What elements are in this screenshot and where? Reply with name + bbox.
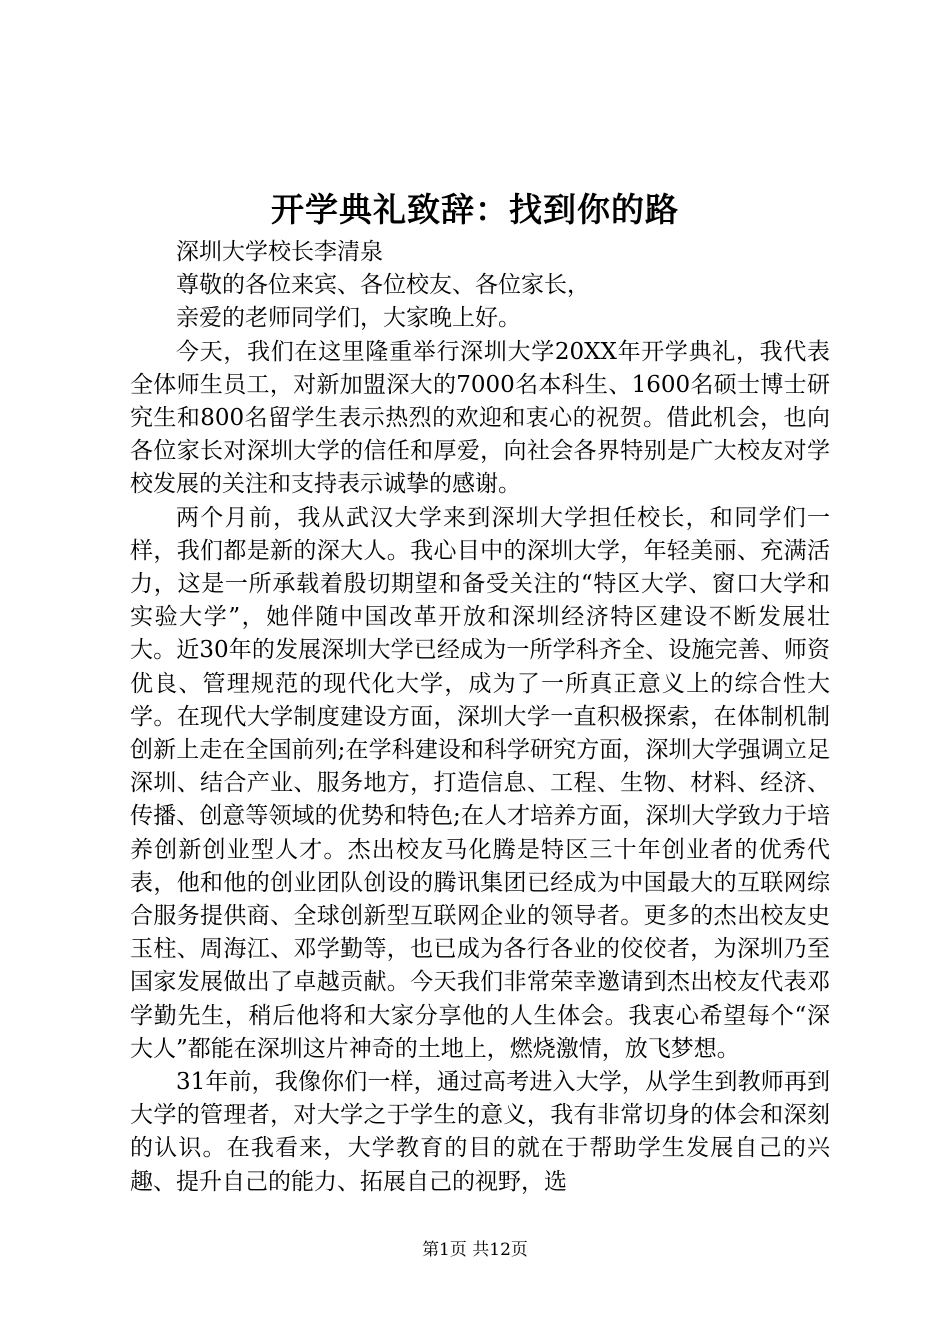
- paragraph-welcome: 今天，我们在这里隆重举行深圳大学20XX年开学典礼，我代表全体师生员工，对新加盟深大的7000名本科生、1600名硕士博士研究生和800名留学生表示热烈的欢迎和衷心的祝贺。借此机会，也向各位家长对深圳大学的信任和厚爱，向社会各界特别是广大校友对学校发展的关注和支持表示诚挚的感谢。: [130, 338, 830, 498]
- paragraph-education-purpose: 31年前，我像你们一样，通过高考进入大学，从学生到教师再到大学的管理者，对大学之于学生的意义，我有非常切身的体会和深刻的认识。在我看来，大学教育的目的就在于帮助学生发展自己的兴趣、提升自己的能力、拓展自己的视野，选: [130, 1069, 830, 1195]
- author-line: 深圳大学校长李清泉: [176, 239, 383, 265]
- salutation-guests: 尊敬的各位来宾、各位校友、各位家长，: [176, 272, 590, 299]
- salutation-students: 亲爱的老师同学们，大家晚上好。: [176, 305, 521, 332]
- paragraph-university-intro: 两个月前，我从武汉大学来到深圳大学担任校长，和同学们一样，我们都是新的深大人。我心目中的深圳大学，年轻美丽、充满活力，这是一所承载着殷切期望和备受关注的“特区大学、窗口大学和实验大学”，她伴随中国改革开放和深圳经济特区建设不断发展壮大。近30年的发展深圳大学已经成为一所学科齐全、设施完善、师资优良、管理规范的现代化大学，成为了一所真正意义上的综合性大学。在现代大学制度建设方面，深圳大学一直积极探索，在体制机制创新上走在全国前列;在学科建设和科学研究方面，深圳大学强调立足深圳、结合产业、服务地方，打造信息、工程、生物、材料、经济、传播、创意等领域的优势和特色;在人才培养方面，深圳大学致力于培养创新创业型人才。杰出校友马化腾是特区三十年创业者的优秀代表，他和他的创业团队创设的腾讯集团已经成为中国最大的互联网综合服务提供商、全球创新型互联网企业的领导者。更多的杰出校友史玉柱、周海江、邓学勤等，也已成为各行各业的佼佼者，为深圳乃至国家发展做出了卓越贡献。今天我们非常荣幸邀请到杰出校友代表邓学勤先生，稍后他将和大家分享他的人生体会。我衷心希望每个“深大人”都能在深圳这片神奇的土地上，燃烧激情，放飞梦想。: [130, 504, 830, 1062]
- document-title: 开学典礼致辞：找到你的路: [271, 190, 679, 229]
- page-number-footer: 第1页 共12页: [422, 1240, 528, 1260]
- document-body: [130, 236, 830, 1199]
